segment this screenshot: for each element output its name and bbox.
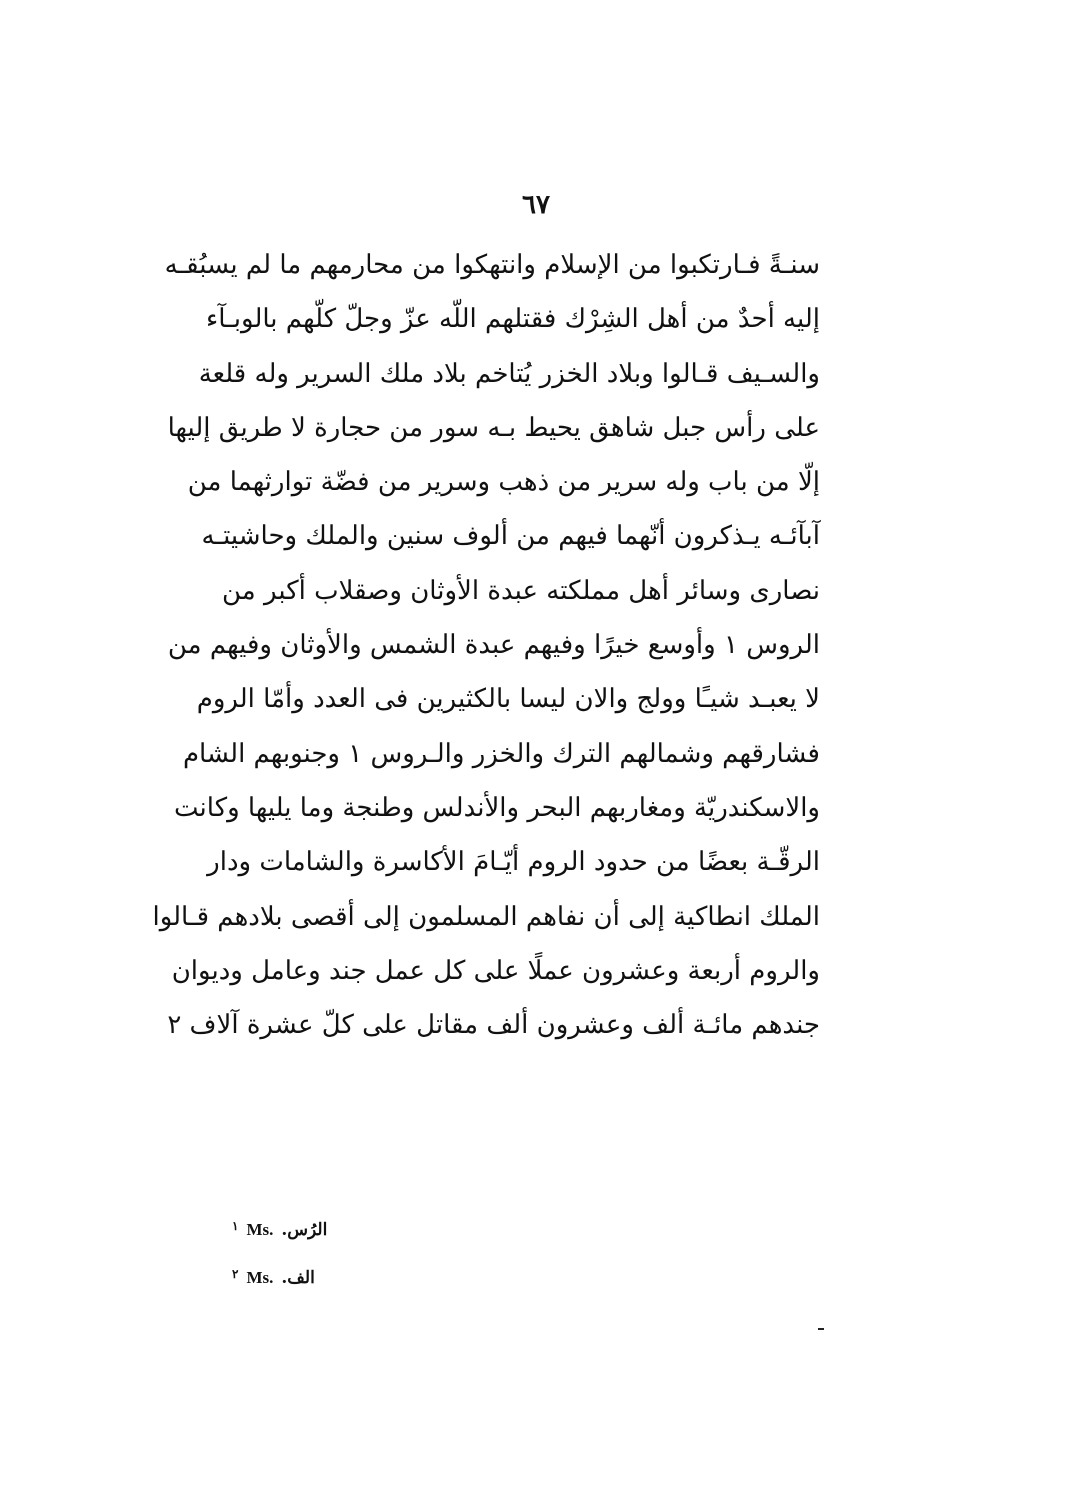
text-line: سنـةً فـارتكبوا من الإسلام وانتهكوا من محارمهم ما لم يسبُقـه [164,250,820,280]
text-line: والروم أربعة وعشرون عملًا على كل عمل جند وعامل وديوان [171,955,820,986]
text-line: والسـيف قـالوا وبلاد الخزر يُتاخم بلاد ملك السرير وله قلعة [198,358,820,389]
text-line: الرقّـة بعضًا من حدود الروم أيّـامَ الأكاسرة والشامات ودار [207,847,820,878]
text-line: جندهم مائـة ألف وعشرون ألف مقاتل على كلّ عشرة آلاف ٢ [167,1010,820,1041]
text-line: والاسكندريّة ومغاربهم البحر والأندلس وطنجة وما يليها وكانت [174,792,820,823]
footnote [232,1206,532,1254]
text-line: نصارى وسائر أهل مملكته عبدة الأوثان وصقلاب أكبر من [222,575,820,606]
page-number: ٦٧ [522,190,550,220]
footnote [232,1254,532,1302]
text-line: على رأس جبل شاهق يحيط بـه سور من حجارة لا طريق إليها [167,412,820,443]
footnote-ms-label: Ms. [246,1220,274,1239]
footnote-marker: ١ [232,1219,239,1233]
footnote-reading: الف. [281,1268,315,1288]
body-text [152,238,820,1052]
footnotes [232,1206,532,1302]
footnote-reading: الرُس. [281,1220,328,1240]
text-line: إلّا من باب وله سرير من ذهب وسرير من فضّة توارثهما من [187,467,820,498]
footnote-marker: ٢ [232,1267,239,1281]
text-line: فشارقهم وشمالهم الترك والخزر والـروس ١ وجنوبهم الشام [182,738,820,769]
scan-speck [818,1328,824,1330]
text-line: الروس ١ وأوسع خيرًا وفيهم عبدة الشمس والأوثان وفيهم من [167,630,820,661]
text-line: إليه أحدٌ من أهل الشِرْك فقتلهم اللّه عزّ وجلّ كلّهم بالوبـآء [206,304,820,335]
footnote-ms-label: Ms. [246,1268,274,1287]
text-line: الملك انطاكية إلى أن نفاهم المسلمون إلى أقصى بلادهم قـالوا [152,901,820,932]
text-line: لا يعبـد شيـًا وولج والان ليسا بالكثيرين فى العدد وأمّا الروم [196,684,820,715]
text-line: آبآئـه يـذكرون أنّهما فيهم من ألوف سنين والملك وحاشيتـه [201,521,820,552]
